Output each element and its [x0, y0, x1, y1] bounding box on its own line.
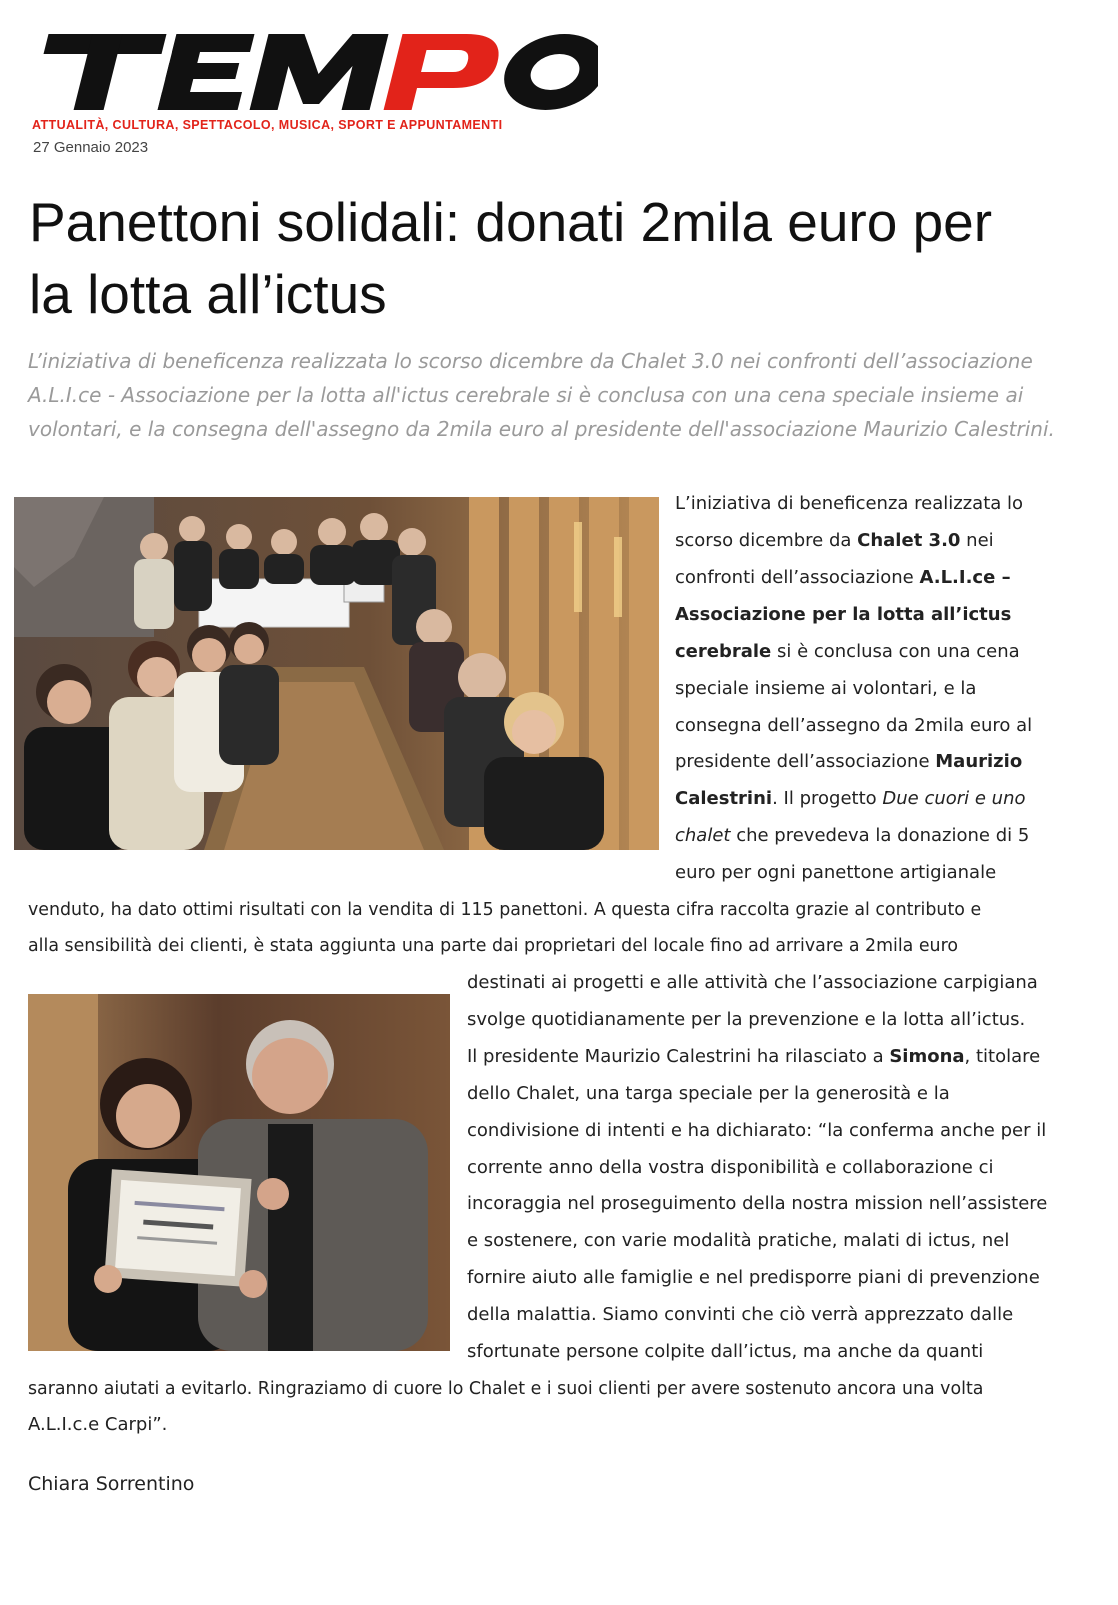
masthead	[28, 28, 608, 138]
masthead-tagline: ATTUALITÀ, CULTURA, SPETTACOLO, MUSICA, SPORT E APPUNTAMENTI	[32, 118, 503, 132]
paragraph-line: incoraggia nel proseguimento della nostra mission nell’assistere	[467, 1193, 1048, 1214]
paragraph-line: euro per ogni panettone artigianale	[675, 862, 997, 883]
article-author: Chiara Sorrentino	[28, 1473, 195, 1495]
paragraph-line: A.L.I.c.e Carpi”.	[28, 1414, 168, 1435]
paragraph-line: venduto, ha dato ottimi risultati con la vendita di 115 panettoni. A questa cifra raccolta grazie al contributo e	[28, 900, 982, 920]
paragraph-line: corrente anno della vostra disponibilità e collaborazione ci	[467, 1157, 994, 1178]
paragraph-line: scorso dicembre da Chalet 3.0 nei	[675, 530, 994, 551]
paragraph-line: presidente dell’associazione Maurizio	[675, 751, 1023, 772]
paragraph-line: speciale insieme ai volontari, e la	[675, 678, 977, 699]
paragraph-line: consegna dell’assegno da 2mila euro al	[675, 715, 1033, 736]
article-title-line: la lotta all’ictus	[29, 263, 387, 325]
photo-group-dinner	[14, 497, 659, 850]
article-lede	[28, 344, 1098, 446]
paragraph-line: dello Chalet, una targa speciale per la generosità e la	[467, 1083, 950, 1104]
lede-line: volontari, e la consegna dell'assegno da 2mila euro al presidente dell'associazione Maurizio Calestrini.	[28, 417, 1055, 441]
paragraph-line: saranno aiutati a evitarlo. Ringraziamo di cuore lo Chalet e i suoi clienti per avere sostenuto ancora una volta	[28, 1379, 984, 1399]
article-title	[29, 186, 1099, 330]
lede-line: A.L.I.ce - Associazione per la lotta all'ictus cerebrale si è conclusa con una cena speciale insieme ai	[28, 383, 1024, 407]
paragraph-line: e sostenere, con varie modalità pratiche, malati di ictus, nel	[467, 1230, 1010, 1251]
paragraph-line: L’iniziativa di beneficenza realizzata lo	[675, 493, 1024, 514]
paragraph-line: confronti dell’associazione A.L.I.ce –	[675, 567, 1011, 588]
paragraph-line: Il presidente Maurizio Calestrini ha rilasciato a Simona, titolare	[467, 1046, 1041, 1067]
publication-date: 27 Gennaio 2023	[33, 139, 149, 156]
article-title-line: Panettoni solidali: donati 2mila euro per	[29, 191, 993, 253]
paragraph-line: della malattia. Siamo convinti che ciò verrà apprezzato dalle	[467, 1304, 1014, 1325]
paragraph-line: Calestrini. Il progetto Due cuori e uno	[675, 788, 1026, 809]
paragraph-line: cerebrale si è conclusa con una cena	[675, 641, 1020, 662]
lede-line: L’iniziativa di beneficenza realizzata lo scorso dicembre da Chalet 3.0 nei confronti dell’associazione	[28, 349, 1033, 373]
paragraph-line: chalet che prevedeva la donazione di 5	[675, 825, 1030, 846]
tempo-logo	[28, 28, 598, 116]
paragraph-line: Associazione per la lotta all’ictus	[675, 604, 1012, 625]
paragraph-line: destinati ai progetti e alle attività che l’associazione carpigiana	[467, 972, 1038, 993]
paragraph-line: alla sensibilità dei clienti, è stata aggiunta una parte dai proprietari del locale fino ad arrivare a 2mila euro	[28, 936, 958, 956]
paragraph-line: svolge quotidianamente per la prevenzione e la lotta all’ictus.	[467, 1009, 1026, 1030]
paragraph-line: fornire aiuto alle famiglie e nel predisporre piani di prevenzione	[467, 1267, 1040, 1288]
photo-plaque-presentation	[28, 994, 450, 1351]
paragraph-line: sfortunate persone colpite dall’ictus, ma anche da quanti	[467, 1341, 984, 1362]
paragraph-line: condivisione di intenti e ha dichiarato: “la conferma anche per il	[467, 1120, 1047, 1141]
